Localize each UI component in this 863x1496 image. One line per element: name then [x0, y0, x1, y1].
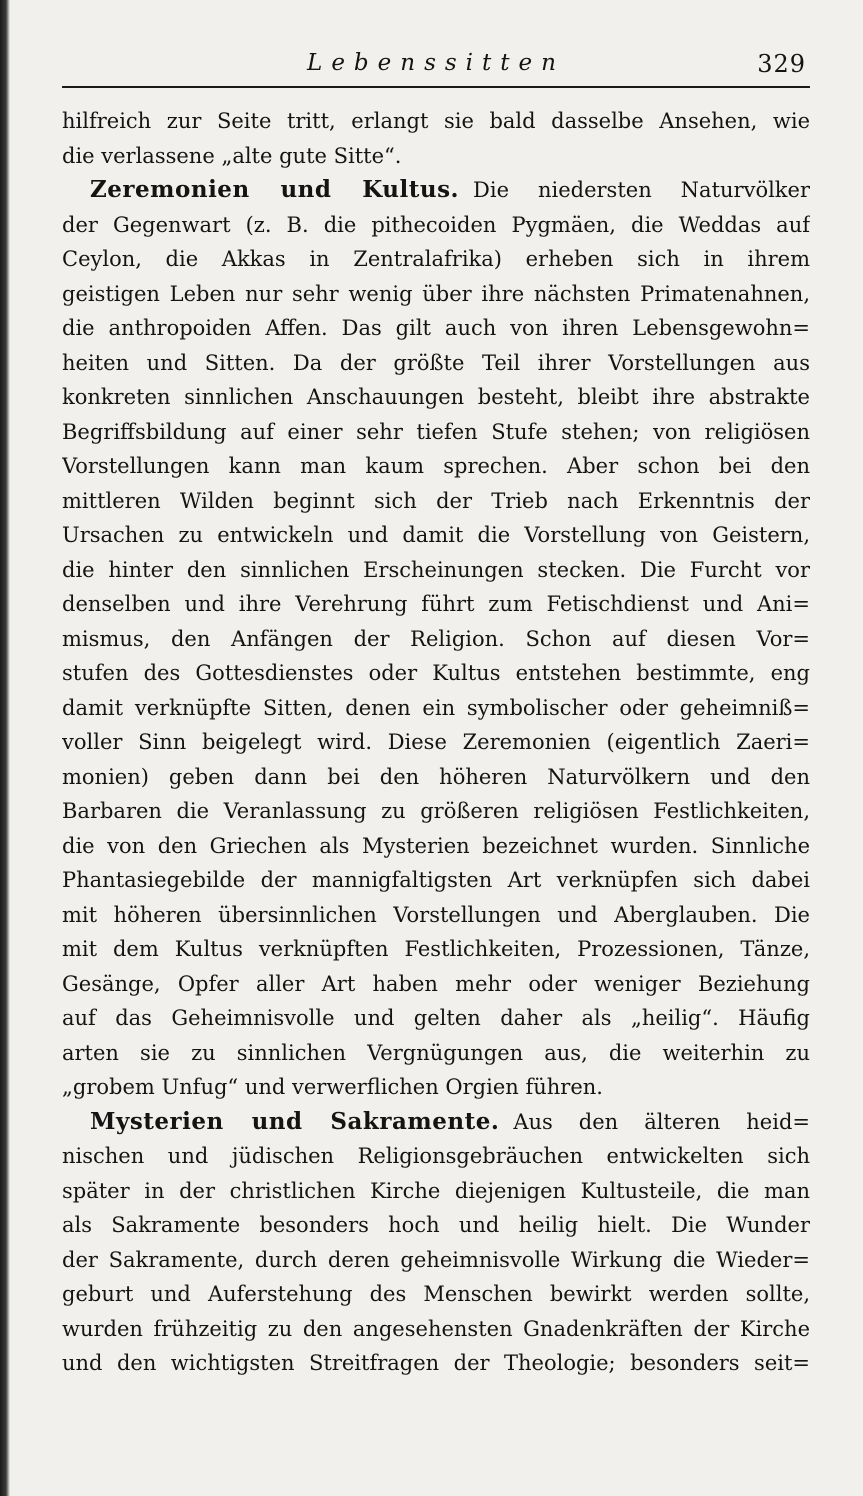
page-edge-shadow — [0, 0, 10, 1496]
text-line: als Sakramente besonders hoch und heilig hielt. Die Wunder — [62, 1213, 810, 1237]
text-line: die von den Griechen als Mysterien bezeichnet wurden. Sinnliche — [62, 833, 810, 858]
text-line: die anthropoiden Affen. Das gilt auch von ihren Lebensgewohn= — [62, 316, 810, 340]
text-line: später in der christlichen Kirche diejenigen Kultusteile, die man — [62, 1178, 810, 1203]
text-line: mit höheren übersinnlichen Vorstellungen und Aberglauben. Die — [62, 902, 810, 927]
text-line: geistigen Leben nur sehr wenig über ihre nächsten Primatenahnen, — [62, 281, 810, 306]
text-line: der Gegenwart (z. B. die pithecoiden Pygmäen, die Weddas auf — [62, 212, 810, 237]
text-line: Phantasiegebilde der mannigfaltigsten Art verknüpfen sich dabei — [62, 868, 810, 892]
body-text — [62, 104, 810, 1381]
text-line: arten sie zu sinnlichen Vergnügungen aus, die weiterhin zu — [62, 1040, 810, 1065]
text-line: damit verknüpfte Sitten, denen ein symbolischer oder geheimniß= — [62, 695, 810, 720]
text-line: der Sakramente, durch deren geheimnisvolle Wirkung die Wieder= — [62, 1247, 810, 1272]
text-line: voller Sinn beigelegt wird. Diese Zeremonien (eigentlich Zaeri= — [62, 730, 810, 754]
text-line: wurden frühzeitig zu den angesehensten Gnadenkräften der Kirche — [62, 1316, 810, 1341]
text-line: mismus, den Anfängen der Religion. Schon auf diesen Vor= — [62, 626, 810, 651]
section-mysterien — [62, 1105, 810, 1381]
text-line: Ceylon, die Akkas in Zentralafrika) erheben sich in ihrem — [62, 247, 810, 271]
page-number: 329 — [757, 50, 806, 78]
text-line: auf das Geheimnisvolle und gelten daher als „heilig“. Häufig — [62, 1006, 810, 1030]
section-heading: Mysterien und Sakramente. — [90, 1107, 500, 1135]
text-line: und den wichtigsten Streitfragen der Theologie; besonders seit= — [62, 1351, 810, 1375]
text-line: Ursachen zu entwickeln und damit die Vorstellung von Geistern, — [62, 523, 810, 547]
text-line: Gesänge, Opfer aller Art haben mehr oder weniger Beziehung — [62, 971, 810, 996]
text-line: monien) geben dann bei den höheren Naturvölkern und den — [62, 764, 810, 789]
text-run: Die niedersten Naturvölker — [473, 178, 810, 202]
text-run: Aus den älteren heid= — [513, 1109, 810, 1134]
text-line: „grobem Unfug“ und verwerflichen Orgien führen. — [62, 1075, 603, 1099]
text-line: mit dem Kultus verknüpften Festlichkeiten, Prozessionen, Tänze, — [62, 937, 810, 961]
text-line: konkreten sinnlichen Anschauungen besteht, bleibt ihre abstrakte — [62, 385, 810, 409]
text-line: die hinter den sinnlichen Erscheinungen stecken. Die Furcht vor — [62, 557, 810, 582]
section-heading: Zeremonien und Kultus. — [90, 176, 460, 203]
text-line: heiten und Sitten. Da der größte Teil ihrer Vorstellungen aus — [62, 350, 810, 375]
text-line: geburt und Auferstehung des Menschen bewirkt werden sollte, — [62, 1282, 810, 1306]
text-line: die verlassene „alte gute Sitte“. — [62, 143, 402, 168]
paragraph-1 — [62, 104, 810, 173]
text-line: mittleren Wilden beginnt sich der Trieb nach Erkenntnis der — [62, 488, 810, 513]
text-line: Vorstellungen kann man kaum sprechen. Aber schon bei den — [62, 454, 810, 478]
text-line: denselben und ihre Verehrung führt zum Fetischdienst und Ani= — [62, 592, 810, 616]
text-line: hilfreich zur Seite tritt, erlangt sie bald dasselbe Ansehen, wie — [62, 109, 810, 133]
text-line: Begriffsbildung auf einer sehr tiefen Stufe stehen; von religiösen — [62, 419, 810, 444]
text-line: stufen des Gottesdienstes oder Kultus entstehen bestimmte, eng — [62, 661, 810, 685]
running-title: Lebenssitten — [307, 50, 565, 76]
text-line: Barbaren die Veranlassung zu größeren religiösen Festlichkeiten, — [62, 799, 810, 823]
section-zeremonien — [62, 173, 810, 1105]
section-first-line — [62, 1105, 810, 1140]
page-header — [62, 46, 810, 88]
text-line: nischen und jüdischen Religionsgebräuchen entwickelten sich — [62, 1144, 810, 1168]
section-first-line — [62, 173, 810, 208]
